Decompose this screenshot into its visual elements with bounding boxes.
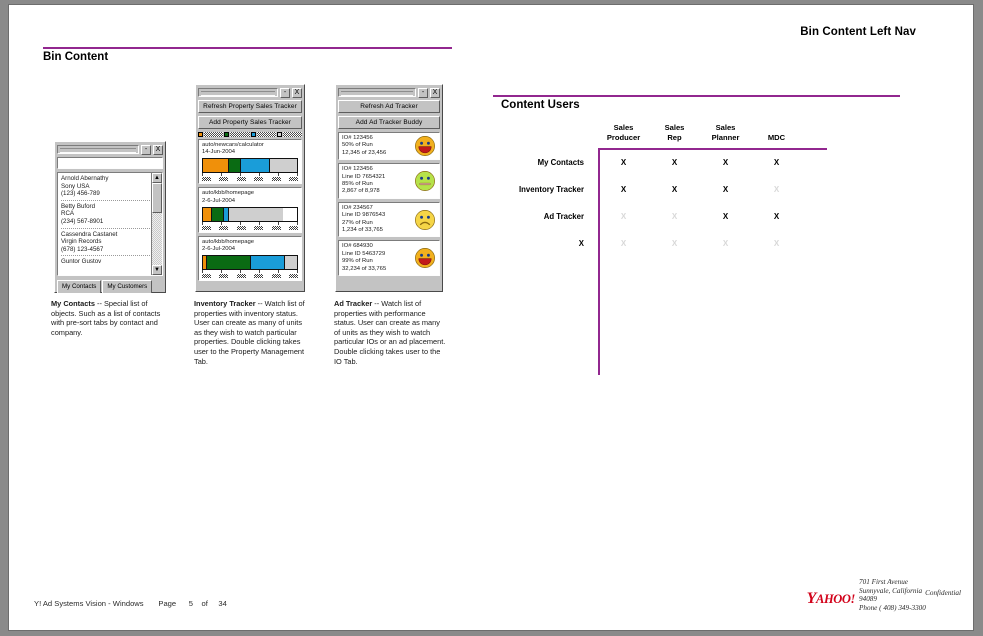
left-section-rule [43,47,452,49]
inventory-bar-segment [229,208,283,221]
axis-tick-label [202,274,211,278]
axis-tick [240,173,241,176]
legend-swatch-icon [251,132,256,137]
yahoo-logo-initial: Y [806,590,817,607]
ad-item-pct: 99% of Run [342,258,373,265]
refresh-ad-tracker-button[interactable]: Refresh Ad Tracker [338,100,440,113]
inventory-tracker-window [195,84,305,292]
axis-tick-label [272,226,281,230]
contact-separator [61,200,158,201]
inventory-bar-segment [203,159,229,172]
inventory-bar-segment [203,208,212,221]
add-property-sales-tracker-button[interactable]: Add Property Sales Tracker [198,116,302,129]
matrix-cell-inactive: X [671,239,678,249]
axis-tick-label [202,226,211,230]
inventory-bar-segment [229,159,241,172]
matrix-cell-active: X [620,158,627,168]
scroll-down-icon[interactable]: ▼ [152,265,162,275]
ad-item-io: IO# 123456 [342,135,373,141]
axis-labels [202,274,298,278]
left-section-title: Bin Content [43,51,109,63]
matrix-vertical-rule [598,148,600,375]
caption-text: Special list of objects. Such as a list of contacts with pre-sort tabs by contact and company. [51,299,161,337]
ad-item-pct: 27% of Run [342,219,373,226]
legend-swatch-icon [198,132,203,137]
ad-item-pct: 85% of Run [342,181,373,188]
contact-line: Arnold Abernathy [61,175,109,182]
minimize-icon[interactable]: - [418,88,428,98]
axis-tick [202,222,203,225]
contact-line: (123) 456-789 [61,190,100,198]
matrix-cell-active: X [722,158,729,168]
inventory-property: auto/kbb/homepage [202,190,255,197]
inventory-bar-empty [283,208,297,221]
caption-term: Inventory Tracker [194,299,256,308]
legend-item [198,132,223,137]
matrix-row-header: Ad Tracker [543,212,584,222]
laughing-face-icon [414,247,436,269]
close-icon[interactable]: X [292,88,302,98]
footer-page-number: 5 [188,599,194,608]
close-icon[interactable]: X [153,145,163,155]
footer-of: of [201,599,208,608]
inventory-date: 14-Jun-2004 [202,149,236,156]
content-users-matrix [501,123,802,257]
axis-labels [202,226,298,230]
ad-item-count: 1,234 of 33,765 [342,227,383,234]
legend-swatch-icon [224,132,229,137]
ad-tracker-item[interactable] [338,132,440,160]
matrix-horizontal-rule [598,148,827,150]
matrix-cell-inactive: X [773,239,780,249]
ad-item-line-id: Line ID 7654321 [342,173,386,180]
ad-item-io: IO# 684930 [342,243,373,250]
matrix-row [501,203,802,230]
legend-item [224,132,249,137]
contact-line: Betty Buford [61,202,96,210]
inventory-date: 2-6-Jul-2004 [202,197,236,204]
contacts-list[interactable] [57,172,163,276]
axis-tick [297,270,298,273]
axis-tick-label [289,226,298,230]
close-icon[interactable]: X [430,88,440,98]
axis-tick-label [254,226,263,230]
sad-face-icon [414,209,436,231]
contact-line: Sony USA [61,182,90,190]
ad-tracker-item[interactable] [338,163,440,199]
axis-tick [240,222,241,225]
matrix-cell-inactive: X [620,212,627,222]
tab-my-customers[interactable]: My Customers [102,280,152,293]
caption-term: Ad Tracker [334,299,373,308]
tab-my-contacts[interactable]: My Contacts [57,280,101,293]
laughing-face-icon [414,135,436,157]
axis-tick [259,270,260,273]
matrix-row [501,230,802,257]
axis-tick [202,270,203,273]
axis-tick-label [272,274,281,278]
matrix-cell-active: X [773,212,780,222]
yahoo-logo-rest: AHOO! [816,592,855,606]
caption-my-contacts [51,299,169,337]
axis-tick-label [237,177,246,181]
page-header-title: Bin Content Left Nav [800,26,916,38]
axis-tick [278,270,279,273]
axis-labels [202,177,298,181]
contact-line: Guntor Gustov [61,258,102,266]
matrix-cell-active: X [773,158,780,168]
inventory-bar [202,158,298,173]
caption-text: Watch list of properties with inventory status. User can create as many of units as they wish to watch particular properties. Double clicking takes user to the Property Management Tab. [194,299,305,366]
contacts-scrollbar[interactable] [151,173,162,275]
axis-ticks [202,270,298,273]
mouth [420,183,431,185]
ad-item-count: 2,867 of 8,978 [342,188,380,195]
matrix-row-header: X [578,239,584,249]
caption-dash: -- [372,299,382,308]
matrix-row-header: Inventory Tracker [518,185,584,195]
matrix-cell-inactive: X [620,239,627,249]
ad-item-count: 32,234 of 33,765 [342,265,387,272]
contacts-search-input[interactable] [57,157,163,169]
axis-tick [221,173,222,176]
inventory-item[interactable] [198,139,302,184]
titlebar-grip [57,145,139,154]
axis-tick-label [289,274,298,278]
inventory-item[interactable] [198,187,302,232]
confidential-label: Confidential [925,589,961,597]
contact-line: (234) 567-8901 [61,217,104,225]
inventory-items [198,139,302,281]
axis-tick-label [219,226,228,230]
matrix-row [501,176,802,203]
inventory-bar-segment [207,256,251,269]
axis-tick-label [254,274,263,278]
legend-hatch [230,132,249,137]
inventory-bar [202,255,298,270]
ad-item-text [342,205,385,235]
ad-item-line-id: Line ID 9876543 [342,212,386,219]
axis-tick [221,270,222,273]
inventory-property: auto/kbb/homepage [202,238,255,245]
column-header-line-1: Sales [613,123,634,132]
inventory-axis [202,222,298,231]
ad-tracker-item[interactable] [338,240,440,276]
minimize-icon[interactable]: - [280,88,290,98]
matrix-cell-inactive: X [773,185,780,195]
ad-item-text [342,243,386,273]
matrix-cell-active: X [671,158,678,168]
matrix-column-header [751,123,802,149]
footer-left [34,599,227,608]
matrix-row [501,149,802,176]
axis-ticks [202,173,298,176]
inventory-property: auto/newcars/calculator [202,142,264,148]
axis-tick [297,173,298,176]
minimize-icon[interactable]: - [141,145,151,155]
legend-item [277,132,302,137]
ad-item-io: IO# 234567 [342,204,373,211]
legend-swatch-icon [277,132,282,137]
caption-text: Watch list of properties with performance status. User can create as many of units as they wish to watch particular IOs or an ad placement. Double clicking takes user to the IO Tab. [334,299,446,366]
address-line-2: Sunnyvale, California 94089 [859,586,923,604]
axis-tick-label [289,177,298,181]
contact-line: Virgin Records [61,238,102,246]
inventory-bar-segment [251,256,286,269]
matrix-column-header [700,123,751,149]
inventory-bar [202,207,298,222]
inventory-axis [202,270,298,279]
matrix-cell-active: X [620,185,627,195]
right-section-title: Content Users [501,99,580,111]
axis-tick-label [237,274,246,278]
matrix-body [501,149,802,257]
refresh-property-sales-tracker-button[interactable]: Refresh Property Sales Tracker [198,100,302,113]
inventory-bar-segment [285,256,297,269]
column-header-line-1: MDC [767,132,786,142]
titlebar-grip [338,88,416,97]
address-line-1: 701 First Avenue [859,578,908,587]
caption-inventory-tracker [194,299,306,366]
yahoo-logo [807,590,855,608]
titlebar-grip [198,88,278,97]
matrix-header-row [501,123,802,149]
slide-page [8,4,974,631]
inventory-date: 2-6-Jul-2004 [202,246,236,253]
address-line-3: Phone ( 408) 349-3300 [859,603,926,612]
axis-tick-label [219,177,228,181]
ad-tracker-item[interactable] [338,202,440,238]
axis-tick-label [272,177,281,181]
matrix-column-header [649,123,700,149]
axis-tick-label [254,177,263,181]
ad-item-pct: 50% of Run [342,142,373,149]
inventory-bar-segment [270,159,297,172]
matrix-cell-inactive: X [722,239,729,249]
footer-address [859,578,931,612]
ad-item-count: 12,345 of 23,456 [342,149,387,156]
scrollbar-track[interactable] [152,213,162,265]
legend-item [251,132,276,137]
inventory-legend [198,132,302,137]
ad-item-io: IO# 123456 [342,166,373,173]
axis-tick [278,222,279,225]
contact-separator [61,228,158,229]
axis-tick [278,173,279,176]
column-header-line-1: Sales [664,123,685,132]
ad-item-line-id: Line ID 5463729 [342,250,386,257]
add-ad-tracker-buddy-button[interactable]: Add Ad Tracker Buddy [338,116,440,129]
axis-tick [221,222,222,225]
axis-tick [259,173,260,176]
legend-hatch [283,132,302,137]
matrix-cell-inactive: X [671,212,678,222]
matrix-cell-active: X [722,185,729,195]
caption-ad-tracker [334,299,447,366]
matrix-corner [501,123,598,149]
matrix-column-header [598,123,649,149]
column-header-line-2: Producer [606,132,641,142]
contacts-titlebar[interactable] [57,144,163,155]
footer-page-label: Page [158,599,177,608]
axis-tick [259,222,260,225]
contact-line: RCA [61,210,75,218]
axis-tick [240,270,241,273]
axis-tick [202,173,203,176]
caption-dash: -- [255,299,265,308]
contact-line: (678) 123-4567 [61,245,104,253]
matrix-row-header: My Contacts [537,158,584,168]
caption-dash: -- [94,299,104,308]
inventory-axis [202,173,298,182]
ad-item-text [342,135,386,157]
scrollbar-thumb[interactable] [152,183,162,213]
column-header-line-1: Sales [715,123,736,132]
matrix-cell-active: X [722,212,729,222]
axis-tick [297,222,298,225]
axis-ticks [202,222,298,225]
matrix-cell-active: X [671,185,678,195]
inventory-item[interactable] [198,236,302,281]
axis-tick-label [202,177,211,181]
neutral-face-icon [414,170,436,192]
axis-tick-label [219,274,228,278]
column-header-line-2: Rep [667,132,682,142]
axis-tick-label [237,226,246,230]
ad-tracker-window [335,84,443,292]
legend-hatch [204,132,223,137]
caption-term: My Contacts [51,299,95,308]
inventory-bar-segment [241,159,269,172]
footer-doc-title: Y! Ad Systems Vision - Windows [34,599,144,608]
contacts-tabs [57,280,163,293]
column-header-line-2: Planner [711,132,740,142]
my-contacts-window [54,141,166,293]
scroll-up-icon[interactable]: ▲ [152,173,162,183]
contact-separator [61,255,158,256]
matrix-table [501,123,802,257]
ad-item-text [342,166,385,196]
contact-line: Cassendra Castanet [61,230,118,238]
ad-tracker-items [338,132,440,276]
legend-hatch [257,132,276,137]
footer-page-total: 34 [218,599,227,608]
inventory-bar-segment [212,208,223,221]
ad-titlebar[interactable] [338,87,440,98]
inventory-titlebar[interactable] [198,87,302,98]
right-section-rule [493,95,900,97]
